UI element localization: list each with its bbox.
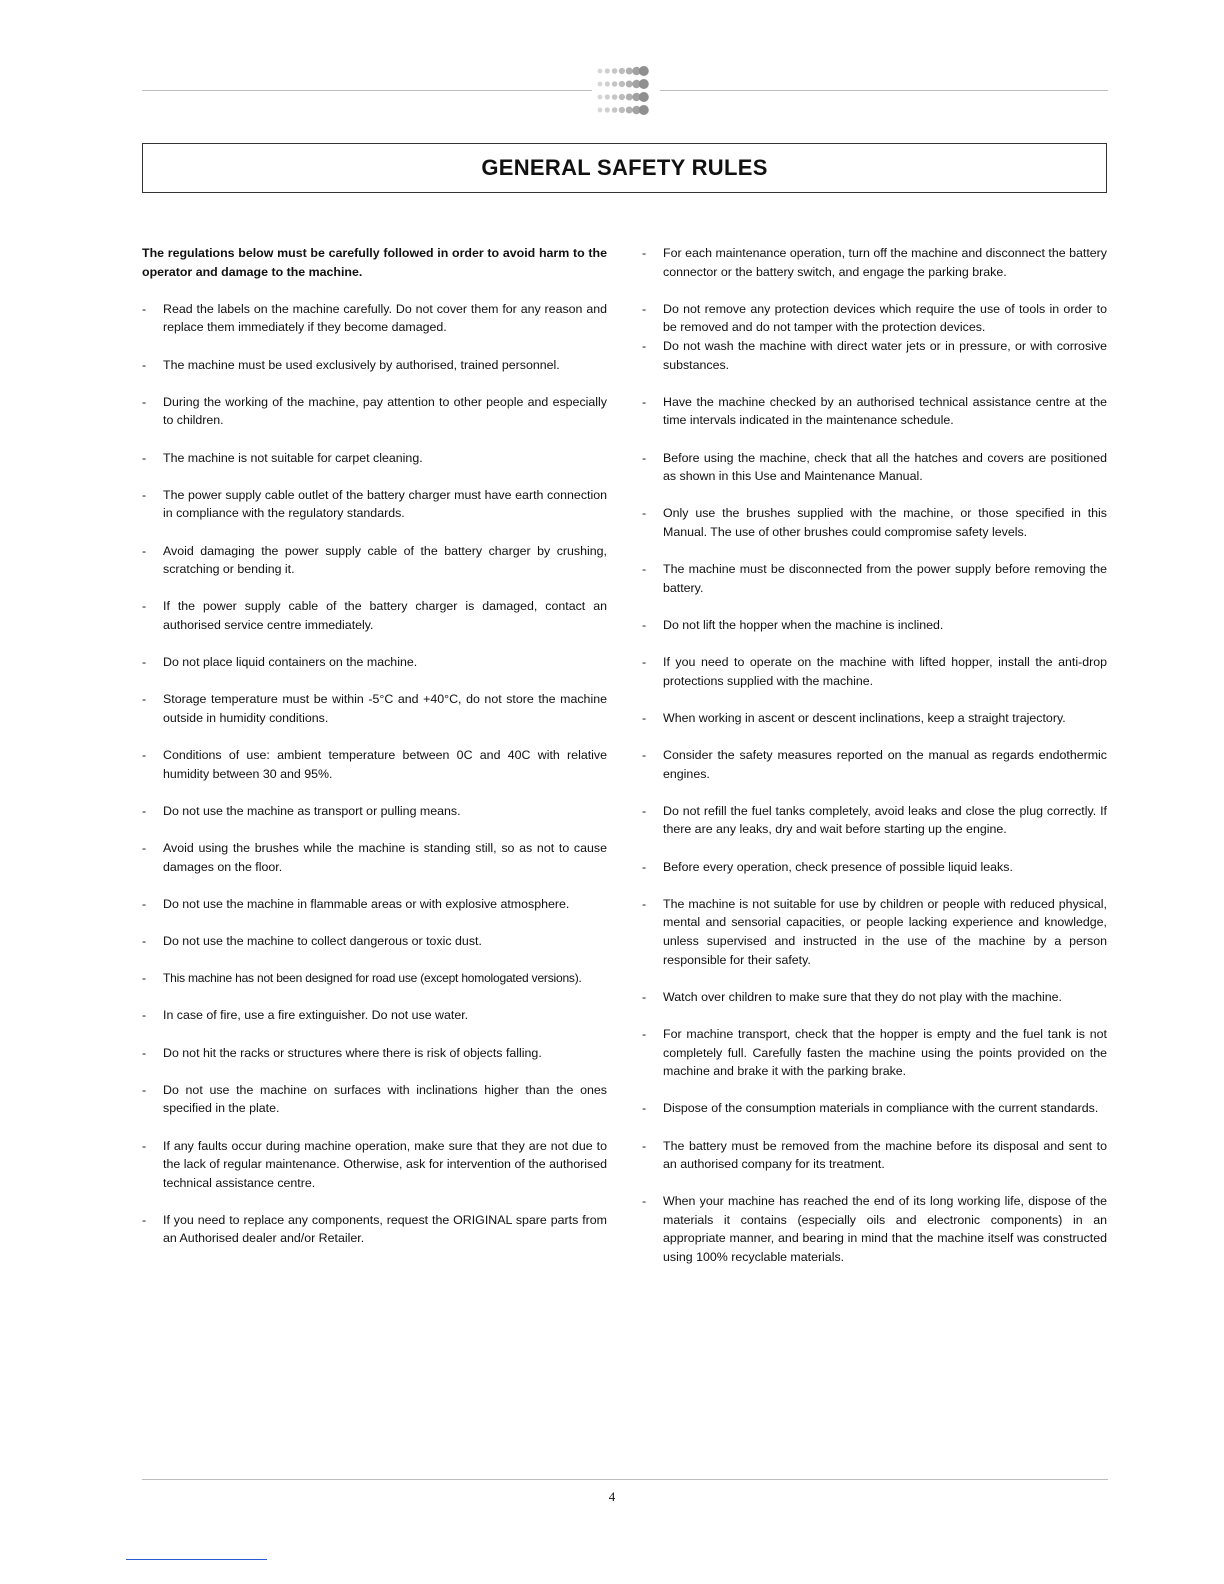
bullet-dash: -	[142, 1138, 147, 1153]
list-item	[642, 504, 1107, 541]
list-item	[642, 802, 1107, 839]
logo-dot	[626, 107, 633, 114]
list-item	[642, 653, 1107, 690]
bullet-dash: -	[142, 971, 146, 986]
bullet-dash: -	[142, 748, 147, 763]
logo-dot	[612, 68, 618, 74]
list-item	[642, 393, 1107, 430]
bullet-dash: -	[642, 859, 647, 874]
list-item-text: Do not place liquid containers on the machine.	[163, 655, 418, 670]
list-item-text: Conditions of use: ambient temperature between 0C and 40C with relative humidity between 30 and 95%.	[163, 748, 607, 781]
list-item	[642, 1025, 1107, 1081]
logo-dot	[626, 94, 633, 101]
bullet-dash: -	[642, 338, 647, 353]
bullet-dash: -	[642, 301, 647, 316]
list-item-text: Do not lift the hopper when the machine is inclined.	[663, 617, 944, 632]
bullet-dash: -	[642, 246, 647, 260]
brand-logo-dots-icon	[596, 65, 656, 117]
bullet-dash: -	[642, 989, 647, 1004]
list-item-text: If you need to replace any components, request the ORIGINAL spare parts from an Authorised dealer and/or Retailer.	[163, 1212, 607, 1246]
list-item-text: This machine has not been designed for road use (except homologated versions).	[163, 971, 582, 986]
bullet-dash: -	[142, 450, 147, 465]
footer-link-underline	[126, 1559, 267, 1560]
list-item-text: Consider the safety measures reported on the manual as regards endothermic engines.	[663, 748, 1107, 781]
list-item-text: The machine must be used exclusively by authorised, trained personnel.	[163, 357, 560, 372]
list-item-text: If you need to operate on the machine with lifted hopper, install the anti-drop protections supplied with the machine.	[663, 655, 1107, 688]
logo-dot	[605, 94, 610, 99]
list-item-text: Do not hit the racks or structures where there is risk of objects falling.	[163, 1045, 542, 1060]
intro-paragraph: The regulations below must be carefully followed in order to avoid harm to the operator and damage to the machine.	[142, 246, 607, 279]
logo-dot	[612, 94, 618, 100]
list-item	[642, 616, 1107, 635]
logo-dot	[639, 66, 649, 76]
list-item-text: Avoid damaging the power supply cable of the battery charger by crushing, scratching or bending it.	[163, 543, 607, 577]
list-item	[142, 597, 607, 634]
bullet-dash: -	[642, 655, 647, 670]
list-item-text: The machine is not suitable for carpet cleaning.	[163, 450, 423, 465]
bullet-dash: -	[642, 1194, 647, 1209]
list-item-text: For each maintenance operation, turn off the machine and disconnect the battery connector or the battery switch, and engage the parking brake.	[663, 246, 1107, 279]
list-item	[142, 356, 607, 375]
list-item-text: When working in ascent or descent inclinations, keep a straight trajectory.	[663, 710, 1066, 725]
list-item	[642, 895, 1107, 969]
bullet-dash: -	[642, 506, 647, 521]
logo-dot	[639, 92, 649, 102]
bullet-dash: -	[142, 655, 147, 670]
list-item	[642, 1099, 1107, 1118]
list-item	[642, 1192, 1107, 1266]
list-item	[142, 1137, 607, 1193]
bullet-dash: -	[642, 562, 647, 577]
bullet-dash: -	[642, 450, 647, 465]
list-item-text: Do not use the machine on surfaces with inclinations higher than the ones specified in the plate.	[163, 1082, 607, 1116]
list-item-text: Do not refill the fuel tanks completely, avoid leaks and close the plug correctly. If there are any leaks, dry and wait before starting up the engine.	[663, 803, 1107, 837]
list-item-text: Do not wash the machine with direct water jets or in pressure, or with corrosive substances.	[663, 338, 1107, 372]
logo-dot	[598, 95, 603, 100]
bullet-dash: -	[142, 599, 147, 614]
bullet-dash: -	[142, 394, 147, 409]
list-item	[142, 932, 607, 951]
list-item-text: Do not use the machine as transport or pulling means.	[163, 803, 461, 818]
bullet-dash: -	[642, 710, 647, 725]
list-item-text: Watch over children to make sure that they do not play with the machine.	[663, 989, 1062, 1004]
bullet-dash: -	[142, 692, 147, 707]
list-item-text: Before using the machine, check that all the hatches and covers are positioned as shown in this Use and Maintenance Manual.	[663, 450, 1107, 484]
bullet-dash: -	[642, 803, 647, 818]
bullet-dash: -	[642, 748, 647, 763]
bullet-dash: -	[642, 896, 647, 911]
list-item	[142, 1044, 607, 1063]
bullet-dash: -	[142, 1008, 147, 1023]
list-item-text: If any faults occur during machine operation, make sure that they are not due to the lack of regular maintenance. Otherwise, ask for intervention of the authorised technical assistance centre.	[163, 1138, 607, 1190]
list-item	[142, 895, 607, 914]
logo-dot	[639, 105, 649, 115]
logo-dot	[612, 81, 618, 87]
list-item	[142, 1081, 607, 1118]
logo-dot	[612, 107, 618, 113]
bullet-dash: -	[142, 487, 147, 502]
list-item	[142, 1006, 607, 1025]
list-item	[142, 393, 607, 430]
logo-dot	[605, 68, 610, 73]
list-item	[142, 746, 607, 783]
list-item-text: During the working of the machine, pay attention to other people and especially to children.	[163, 394, 607, 428]
list-item-text: Have the machine checked by an authorised technical assistance centre at the time intervals indicated in the maintenance schedule.	[663, 394, 1107, 428]
list-item-text: For machine transport, check that the hopper is empty and the fuel tank is not completely full. Carefully fasten the machine using the points provided on the machine and brake it with the parking brake.	[663, 1026, 1107, 1079]
bullet-dash: -	[142, 543, 147, 558]
bullet-dash: -	[142, 841, 147, 855]
bullet-dash: -	[642, 617, 647, 632]
logo-dot	[639, 79, 649, 89]
footer-rule	[142, 1479, 1108, 1480]
list-item	[142, 1211, 607, 1248]
logo-dot	[598, 69, 603, 74]
page-title-box	[142, 143, 1107, 193]
logo-dot	[605, 81, 610, 86]
logo-dot	[626, 68, 633, 75]
bullet-dash: -	[642, 394, 647, 409]
logo-dot	[598, 82, 603, 87]
list-item-text: In case of fire, use a fire extinguisher. Do not use water.	[163, 1008, 469, 1023]
list-item-text: Read the labels on the machine carefully. Do not cover them for any reason and replace them immediately if they become damaged.	[163, 301, 607, 335]
list-item	[642, 560, 1107, 597]
list-item	[642, 300, 1107, 337]
page-title: GENERAL SAFETY RULES	[481, 155, 768, 180]
list-item	[642, 746, 1107, 783]
list-item	[142, 300, 607, 337]
list-item	[642, 709, 1107, 728]
header-rule-left	[142, 90, 592, 91]
list-item-text: The machine is not suitable for use by children or people with reduced physical, mental and sensorial capacities, or people lacking experience and knowledge, unless supervised and instructed in the use of the machine by a person responsible for their safety.	[663, 896, 1107, 967]
list-item	[142, 839, 607, 876]
logo-dot	[619, 107, 625, 113]
list-item-text: If the power supply cable of the battery charger is damaged, contact an authorised service centre immediately.	[163, 599, 607, 632]
logo-dot	[605, 107, 610, 112]
bullet-dash: -	[142, 301, 147, 316]
list-item	[642, 337, 1107, 374]
list-item-text: The machine must be disconnected from the power supply before removing the battery.	[663, 562, 1107, 595]
bullet-dash: -	[642, 1026, 647, 1041]
bullet-dash: -	[142, 896, 147, 911]
list-item-text: Do not remove any protection devices which require the use of tools in order to be removed and do not tamper with the protection devices.	[663, 301, 1107, 335]
list-item-text: Do not use the machine to collect dangerous or toxic dust.	[163, 933, 482, 948]
list-item-text: Dispose of the consumption materials in compliance with the current standards.	[663, 1101, 1099, 1116]
list-item	[642, 449, 1107, 486]
bullet-dash: -	[142, 803, 147, 818]
bullet-dash: -	[142, 1045, 147, 1060]
list-item-text: When your machine has reached the end of its long working life, dispose of the materials it contains (especially oils and electronic components) in an appropriate manner, and bearing in mind that the machine itself was constructed using 100% recyclable materials.	[663, 1194, 1107, 1265]
logo-dot	[619, 81, 625, 87]
list-item	[142, 449, 607, 468]
list-item	[142, 802, 607, 821]
list-item-text: Avoid using the brushes while the machine is standing still, so as not to cause damages on the floor.	[163, 841, 607, 874]
list-item-text: The battery must be removed from the machine before its disposal and sent to an authorised company for its treatment.	[663, 1138, 1107, 1172]
page-number: 4	[608, 1489, 616, 1504]
bullet-dash: -	[142, 357, 147, 372]
logo-dot	[598, 108, 603, 113]
list-item-text: Storage temperature must be within -5°C and +40°C, do not store the machine outside in humidity conditions.	[163, 692, 607, 725]
list-item-text: Only use the brushes supplied with the machine, or those specified in this Manual. The use of other brushes could compromise safety levels.	[663, 506, 1107, 539]
list-item-text: Do not use the machine in flammable areas or with explosive atmosphere.	[163, 896, 570, 911]
bullet-dash: -	[142, 1082, 147, 1097]
logo-dot	[626, 81, 633, 88]
left-column	[142, 244, 607, 1267]
list-item	[642, 1137, 1107, 1174]
bullet-dash: -	[142, 933, 147, 948]
list-item	[642, 988, 1107, 1007]
list-item	[142, 969, 607, 988]
list-item	[642, 858, 1107, 877]
list-item	[142, 486, 607, 523]
logo-dot	[619, 94, 625, 100]
list-item	[142, 653, 607, 672]
list-item-text: The power supply cable outlet of the battery charger must have earth connection in compliance with the regulatory standards.	[163, 487, 607, 521]
list-item	[142, 690, 607, 727]
bullet-dash: -	[642, 1101, 647, 1116]
list-item	[642, 244, 1107, 281]
list-item	[142, 542, 607, 579]
bullet-dash: -	[142, 1212, 147, 1227]
right-column	[642, 244, 1107, 1285]
header-rule-right	[660, 90, 1108, 91]
bullet-dash: -	[642, 1138, 647, 1153]
logo-dot	[619, 68, 625, 74]
list-item-text: Before every operation, check presence of possible liquid leaks.	[663, 859, 1013, 874]
